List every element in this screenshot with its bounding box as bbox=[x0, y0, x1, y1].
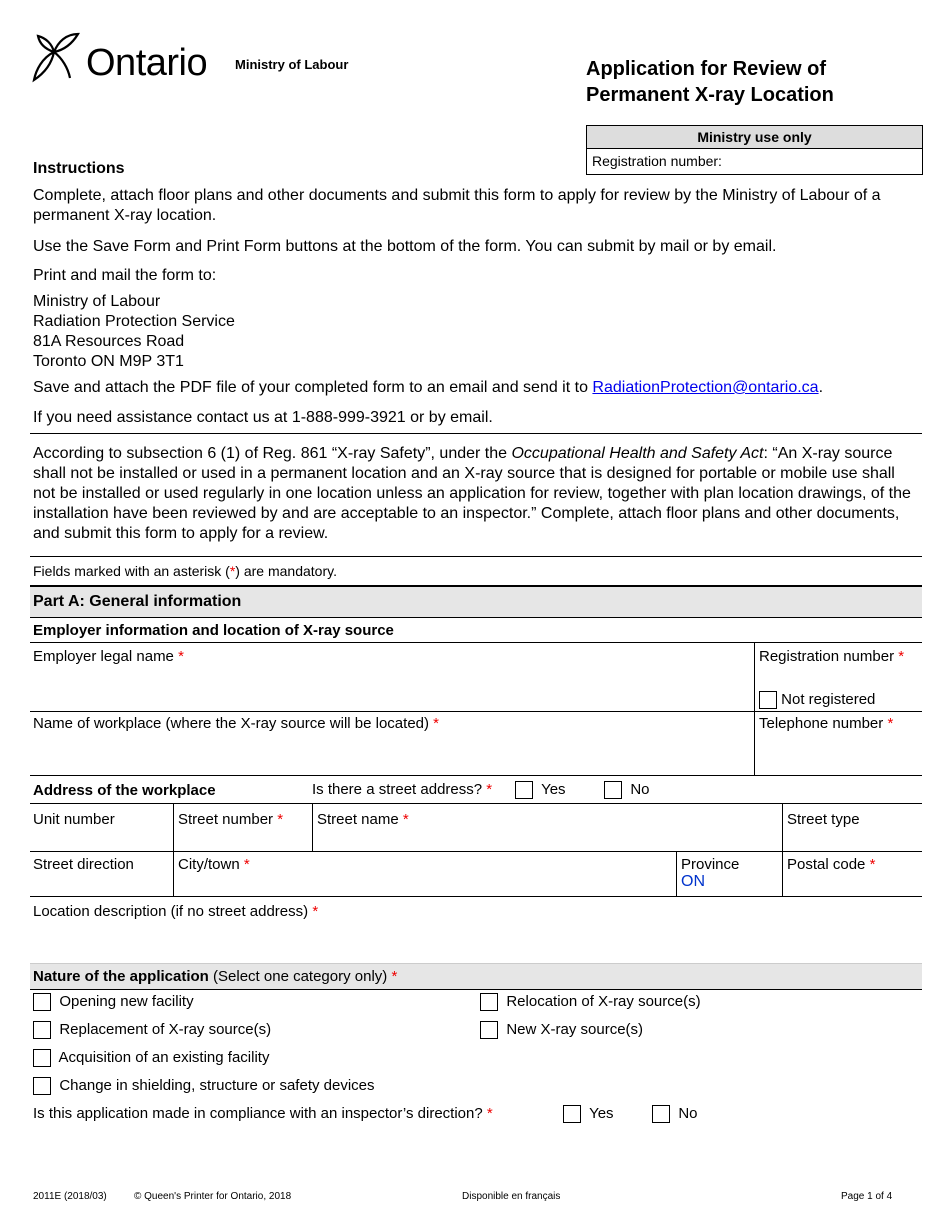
option-label: Relocation of X-ray source(s) bbox=[506, 993, 701, 1010]
option-relocation[interactable] bbox=[480, 993, 701, 1011]
inspector-question bbox=[33, 1105, 493, 1122]
option-label: Opening new facility bbox=[59, 993, 194, 1010]
part-a-header bbox=[30, 587, 922, 618]
page-number: Page 1 of 4 bbox=[841, 1191, 893, 1202]
period: . bbox=[818, 379, 824, 396]
shielding-checkbox[interactable] bbox=[33, 1077, 51, 1095]
required-asterisk: * bbox=[391, 968, 398, 985]
mandatory-note bbox=[33, 563, 337, 579]
required-asterisk: * bbox=[887, 715, 894, 732]
required-asterisk: * bbox=[486, 781, 493, 798]
instructions-p5: If you need assistance contact us at 1-888-999-3921 or by email. bbox=[33, 409, 493, 426]
employer-section-title: Employer information and location of X-ray source bbox=[33, 622, 394, 639]
required-asterisk: * bbox=[229, 563, 236, 579]
column-divider bbox=[754, 643, 755, 775]
option-new-source[interactable] bbox=[480, 1021, 643, 1039]
divider bbox=[30, 803, 922, 804]
checkbox-label: Yes bbox=[589, 1105, 614, 1122]
new-source-checkbox[interactable] bbox=[480, 1021, 498, 1039]
street-type-field[interactable]: Street type bbox=[787, 811, 860, 828]
street-address-yes[interactable] bbox=[515, 781, 566, 799]
ontario-logo bbox=[28, 28, 208, 90]
employer-section-header bbox=[30, 618, 922, 643]
regulation-body: : “An X-ray source shall not be installed or used in a permanent location and an X-ray source that is designed for portable or mobile use shall not be installed or used regularly in one location unless an application for review, together with plan location drawings, of the installation have been reviewed by and are acceptable to an inspector.” Complete, attach floor plans and other documents, and submit this form to apply for a review. bbox=[33, 445, 911, 542]
field-label: Employer legal name bbox=[33, 648, 174, 665]
column-divider bbox=[312, 804, 313, 851]
yes-checkbox[interactable] bbox=[515, 781, 533, 799]
instructions-p2: Use the Save Form and Print Form buttons at the bottom of the form. You can submit by mail or by email. bbox=[33, 238, 777, 255]
required-asterisk: * bbox=[898, 648, 905, 665]
street-address-question bbox=[312, 781, 492, 798]
email-link[interactable]: RadiationProtection@ontario.ca bbox=[592, 379, 819, 396]
option-label: New X-ray source(s) bbox=[506, 1021, 644, 1038]
option-replacement[interactable] bbox=[33, 1021, 271, 1039]
option-label: Replacement of X-ray source(s) bbox=[59, 1021, 272, 1038]
option-label: Change in shielding, structure or safety devices bbox=[59, 1077, 375, 1094]
email-instruction-text: Save and attach the PDF file of your completed form to an email and send it to bbox=[33, 379, 593, 396]
inspector-yes[interactable] bbox=[563, 1105, 614, 1123]
location-description-field[interactable] bbox=[33, 903, 318, 920]
required-asterisk: * bbox=[312, 903, 319, 920]
option-opening[interactable] bbox=[33, 993, 194, 1011]
form-id: 2011E (2018/03) bbox=[33, 1191, 107, 1202]
required-asterisk: * bbox=[402, 811, 409, 828]
logo-text: Ontario bbox=[86, 42, 208, 84]
yes-checkbox[interactable] bbox=[563, 1105, 581, 1123]
copyright: © Queen's Printer for Ontario, 2018 bbox=[134, 1191, 292, 1202]
nature-title: Nature of the application bbox=[33, 968, 209, 985]
divider bbox=[30, 896, 922, 897]
ministry-use-header: Ministry use only bbox=[587, 126, 922, 149]
opening-checkbox[interactable] bbox=[33, 993, 51, 1011]
note-suffix: ) are mandatory. bbox=[235, 563, 337, 579]
field-label: Postal code bbox=[787, 856, 866, 873]
relocation-checkbox[interactable] bbox=[480, 993, 498, 1011]
act-name: Occupational Health and Safety Act bbox=[511, 445, 764, 462]
registration-number-input[interactable] bbox=[759, 648, 904, 665]
question-text: Is this application made in compliance with an inspector’s direction? bbox=[33, 1105, 483, 1122]
checkbox-label: Not registered bbox=[781, 691, 876, 708]
checkbox-label: Yes bbox=[541, 781, 566, 798]
trillium-icon bbox=[28, 28, 88, 90]
acquisition-checkbox[interactable] bbox=[33, 1049, 51, 1067]
instructions-p3: Print and mail the form to: bbox=[33, 267, 217, 284]
title-line-1: Application for Review of bbox=[586, 58, 827, 80]
nature-note: (Select one category only) bbox=[208, 968, 388, 985]
field-label: Telephone number bbox=[759, 715, 884, 732]
option-label: Acquisition of an existing facility bbox=[58, 1049, 270, 1066]
address-line: Toronto ON M9P 3T1 bbox=[33, 353, 184, 370]
note-prefix: Fields marked with an asterisk ( bbox=[33, 563, 230, 579]
address-line: Ministry of Labour bbox=[33, 293, 161, 310]
ministry-name: Ministry of Labour bbox=[235, 57, 349, 72]
divider bbox=[30, 556, 922, 557]
field-label: Name of workplace (where the X-ray source will be located) bbox=[33, 715, 429, 732]
street-name-field[interactable] bbox=[317, 811, 409, 828]
employer-legal-name-field[interactable] bbox=[33, 648, 184, 665]
option-shielding[interactable] bbox=[33, 1077, 375, 1095]
instructions-p4 bbox=[33, 378, 913, 398]
instructions-p1: Complete, attach floor plans and other documents and submit this form to apply for review by the Ministry of Labour of a permanent X-ray location. bbox=[33, 187, 881, 224]
question-text: Is there a street address? bbox=[312, 781, 483, 798]
checkbox-label: No bbox=[678, 1105, 698, 1122]
required-asterisk: * bbox=[178, 648, 184, 665]
no-checkbox[interactable] bbox=[604, 781, 622, 799]
not-registered-checkbox[interactable] bbox=[759, 691, 777, 709]
field-label: Registration number bbox=[759, 648, 895, 665]
field-label: Street name bbox=[317, 811, 399, 828]
option-acquisition[interactable] bbox=[33, 1049, 269, 1067]
required-asterisk: * bbox=[486, 1105, 493, 1122]
page-title bbox=[586, 56, 834, 108]
address-line: Radiation Protection Service bbox=[33, 313, 235, 330]
not-registered-option[interactable] bbox=[759, 691, 875, 709]
city-field[interactable] bbox=[178, 856, 250, 873]
regulation-text bbox=[33, 444, 913, 544]
required-asterisk: * bbox=[277, 811, 284, 828]
required-asterisk: * bbox=[243, 856, 250, 873]
required-asterisk: * bbox=[869, 856, 876, 873]
telephone-field[interactable] bbox=[759, 715, 893, 732]
checkbox-label: No bbox=[630, 781, 650, 798]
replacement-checkbox[interactable] bbox=[33, 1021, 51, 1039]
province-value: ON bbox=[681, 873, 705, 890]
field-label: Location description (if no street address) bbox=[33, 903, 309, 920]
divider bbox=[30, 775, 922, 776]
field-label: Street number bbox=[178, 811, 274, 828]
ministry-use-box bbox=[586, 125, 923, 175]
divider bbox=[30, 711, 922, 712]
title-line-2: Permanent X-ray Location bbox=[586, 84, 834, 106]
postal-code-field[interactable] bbox=[787, 856, 875, 873]
divider bbox=[30, 433, 922, 434]
field-label: City/town bbox=[178, 856, 240, 873]
street-number-field[interactable] bbox=[178, 811, 283, 828]
required-asterisk: * bbox=[433, 715, 440, 732]
regulation-prefix: According to subsection 6 (1) of Reg. 861 “X-ray Safety”, under the bbox=[33, 445, 512, 462]
nature-heading bbox=[33, 968, 397, 985]
unit-number-field[interactable]: Unit number bbox=[33, 811, 115, 828]
column-divider bbox=[676, 851, 677, 896]
street-direction-field[interactable]: Street direction bbox=[33, 856, 134, 873]
workplace-name-field[interactable] bbox=[33, 715, 439, 732]
instructions-heading: Instructions bbox=[33, 160, 125, 177]
street-address-no[interactable] bbox=[604, 781, 650, 799]
divider bbox=[30, 851, 922, 852]
province-field[interactable] bbox=[681, 856, 739, 891]
registration-number-field[interactable]: Registration number: bbox=[592, 153, 722, 169]
part-a-title: Part A: General information bbox=[33, 593, 242, 610]
inspector-no[interactable] bbox=[652, 1105, 698, 1123]
address-line: 81A Resources Road bbox=[33, 333, 185, 350]
mailing-address bbox=[33, 292, 913, 372]
field-label: Province bbox=[681, 856, 740, 873]
address-heading: Address of the workplace bbox=[33, 782, 216, 799]
column-divider bbox=[782, 804, 783, 896]
column-divider bbox=[173, 804, 174, 896]
french-version: Disponible en français bbox=[462, 1191, 561, 1202]
no-checkbox[interactable] bbox=[652, 1105, 670, 1123]
nature-section-header bbox=[30, 963, 922, 990]
